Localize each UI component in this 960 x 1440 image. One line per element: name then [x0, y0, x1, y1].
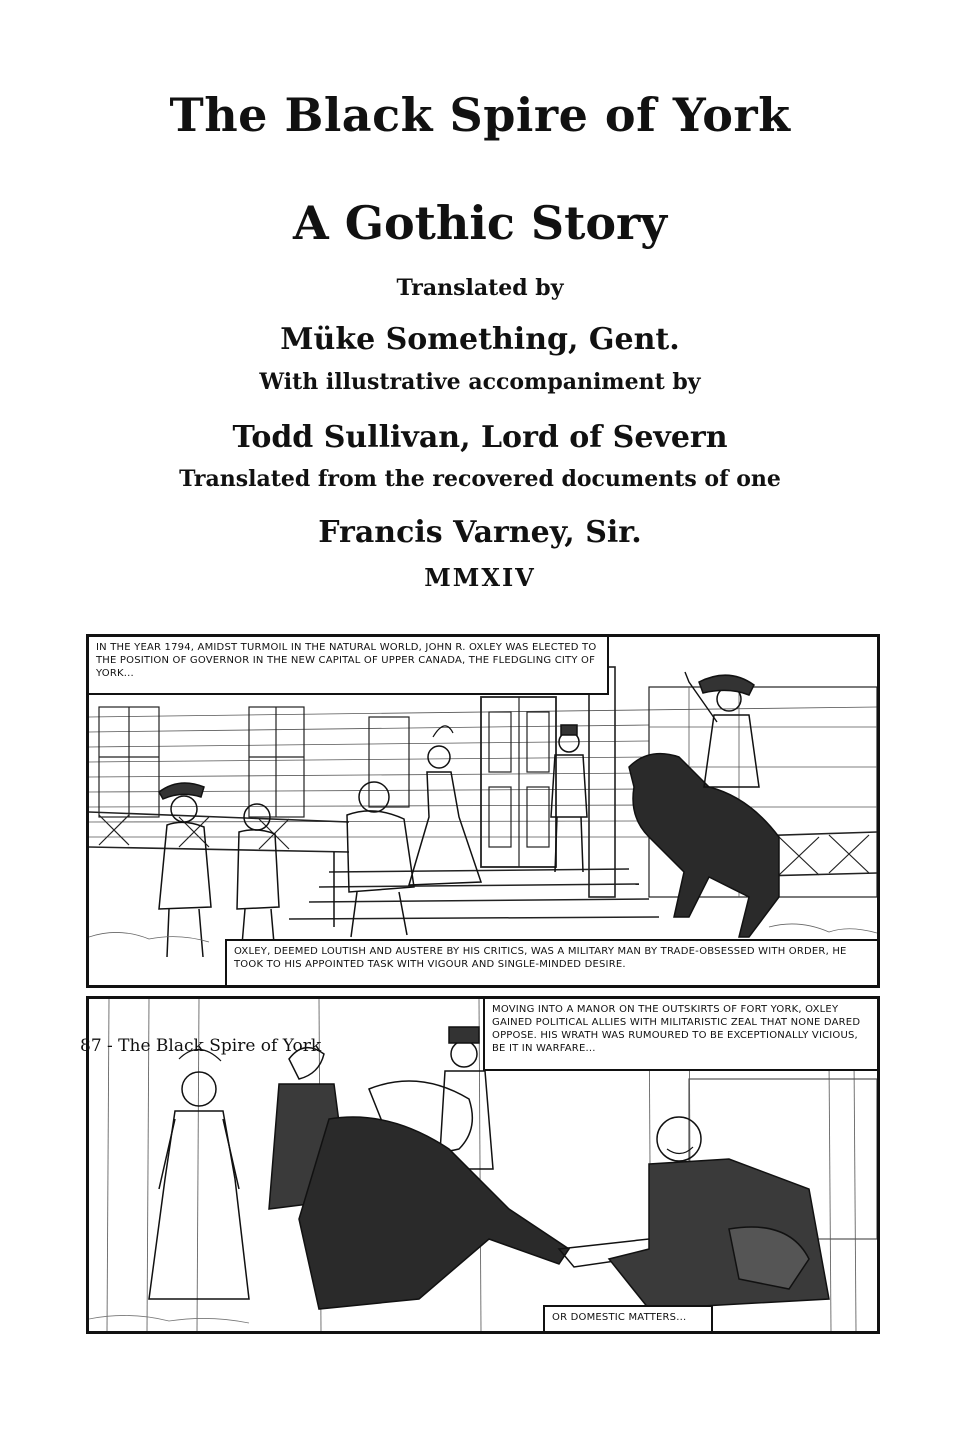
translator-name: Müke Something, Gent. [280, 322, 680, 357]
panel-2-caption-top: MOVING INTO A MANOR ON THE OUTSKIRTS OF FORT YORK, OXLEY GAINED POLITICAL ALLIES WITH MILITARISTIC ZEAL THAT NONE DARED OPPOSE. HIS WRATH WAS RUMOURED TO BE EXCEPTIONALLY VICIOUS, BE IT IN WARFARE... [483, 999, 877, 1071]
panel-2-caption-bottom: OR DOMESTIC MATTERS... [543, 1305, 713, 1331]
page-footer: 87 - The Black Spire of York [80, 1036, 322, 1056]
illustrated-by-label: With illustrative accompaniment by [259, 369, 701, 395]
illustrator-name: Todd Sullivan, Lord of Severn [232, 420, 728, 455]
translated-by-label: Translated by [396, 275, 564, 301]
source-author: Francis Varney, Sir. [318, 515, 642, 550]
book-subtitle: A Gothic Story [293, 196, 667, 250]
publication-year: MMXIV [424, 563, 536, 592]
panel-1-caption-top: IN THE YEAR 1794, AMIDST TURMOIL IN THE NATURAL WORLD, JOHN R. OXLEY WAS ELECTED TO THE POSITION OF GOVERNOR IN THE NEW CAPITAL OF UPPER CANADA, THE FLEDGLING CITY OF YORK... [89, 637, 609, 695]
source-label: Translated from the recovered documents of one [179, 466, 781, 492]
panel-1-caption-bottom: OXLEY, DEEMED LOUTISH AND AUSTERE BY HIS CRITICS, WAS A MILITARY MAN BY TRADE-OBSESSED WITH ORDER, HE TOOK TO HIS APPOINTED TASK WITH VIGOUR AND SINGLE-MINDED DESIRE. [225, 939, 877, 985]
comic-panel-1 [86, 634, 880, 988]
book-title: The Black Spire of York [169, 88, 791, 142]
